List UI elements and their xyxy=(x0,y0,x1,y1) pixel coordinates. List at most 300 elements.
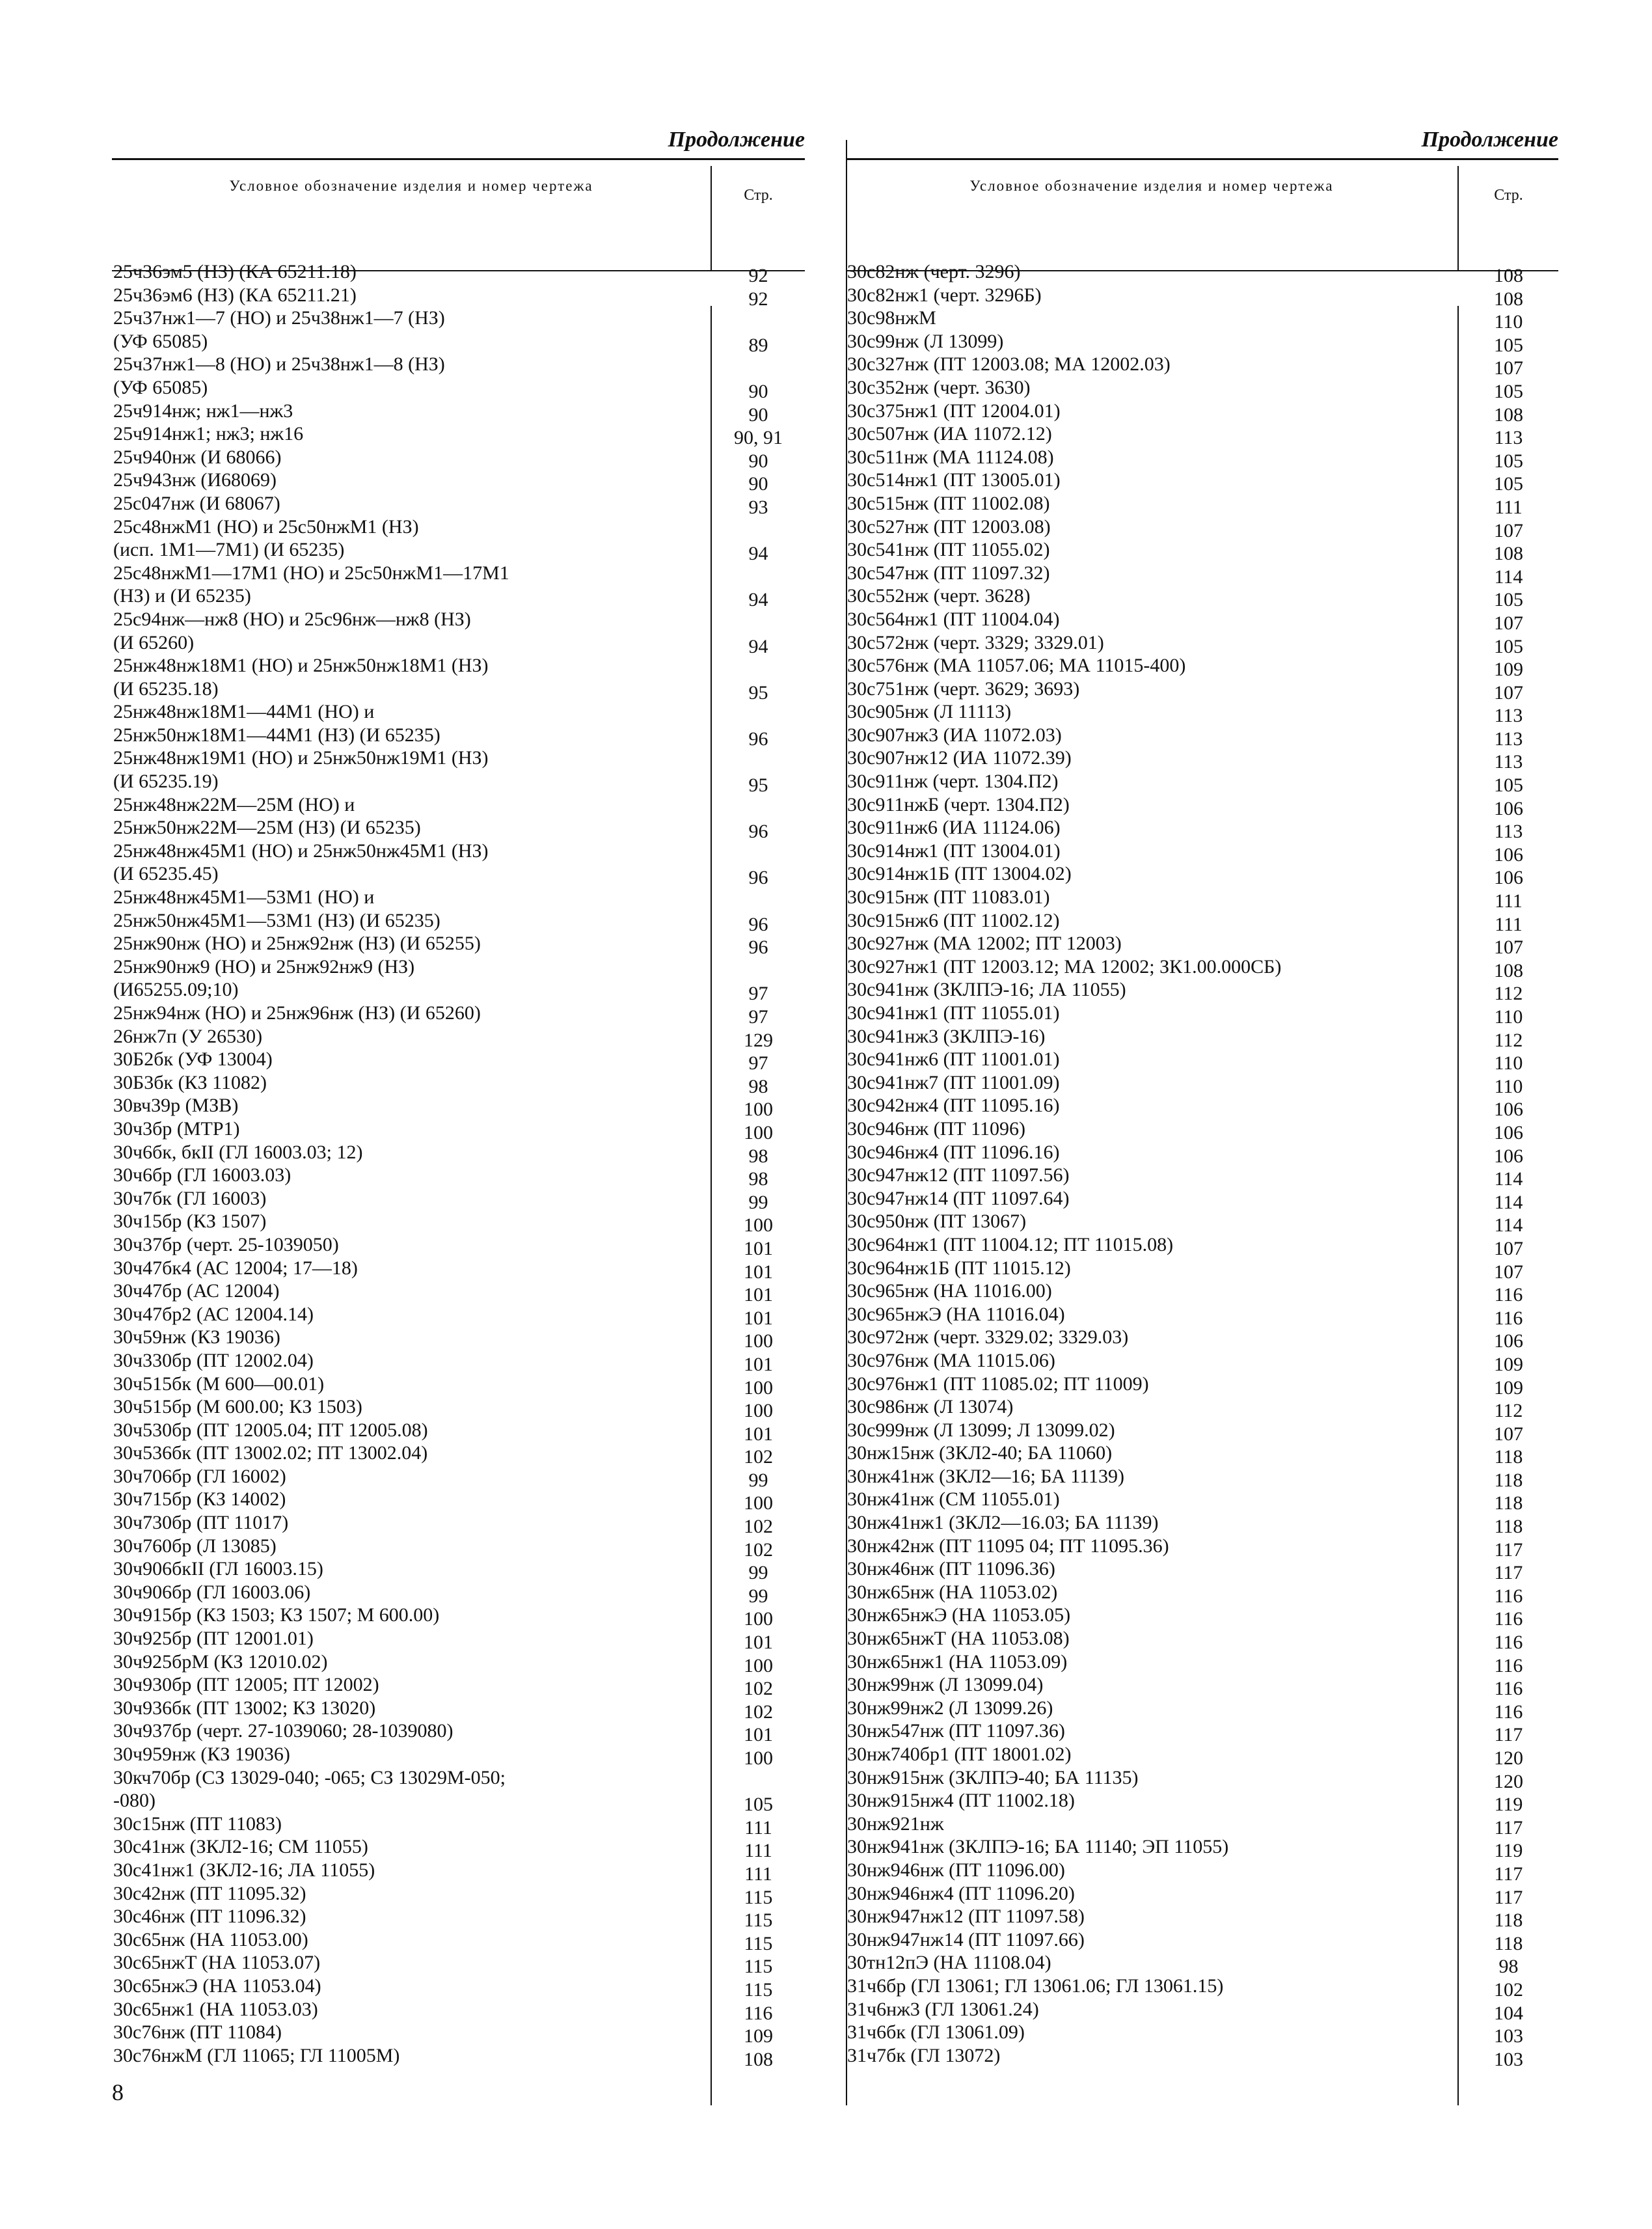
entry-page: 92 xyxy=(748,288,768,310)
index-entry xyxy=(846,400,1558,426)
entry-designation: 30нж15нж (ЗКЛ2-40; БА 11060) xyxy=(847,1442,1113,1464)
entry-page: 101 xyxy=(744,1423,773,1445)
index-entry xyxy=(846,353,1558,379)
entry-designation: 30с947нж12 (ПТ 11097.56) xyxy=(847,1164,1070,1186)
entry-page: 112 xyxy=(1494,1400,1523,1422)
entry-designation: 30ч330бр (ПТ 12002.04) xyxy=(113,1349,314,1371)
entry-designation: 25нж50нж18М1—44М1 (НЗ) (И 65235) xyxy=(113,724,440,746)
index-entry xyxy=(846,724,1558,750)
entry-designation: 30ч15бр (КЗ 1507) xyxy=(113,1210,267,1233)
entry-page: 114 xyxy=(1494,566,1523,588)
index-entry xyxy=(112,1002,805,1028)
entry-designation: 30с65нжТ (НА 11053.07) xyxy=(113,1952,321,1974)
index-entry xyxy=(846,1117,1558,1141)
entry-page: 110 xyxy=(1494,1075,1523,1097)
entry-page: 117 xyxy=(1494,1863,1523,1885)
entry-designation: 30с511нж (МА 11124.08) xyxy=(847,446,1054,468)
entry-page: 118 xyxy=(1494,1469,1523,1491)
index-entry xyxy=(112,724,805,750)
index-entry xyxy=(846,446,1558,472)
entry-designation: 25нж48нж45М1—53М1 (НО) и xyxy=(113,886,375,909)
entry-page: 90, 91 xyxy=(734,427,783,449)
entry-page: 109 xyxy=(1494,1376,1523,1399)
entry-designation: 30с941нж7 (ПТ 11001.09) xyxy=(847,1071,1060,1093)
entry-page: 116 xyxy=(1494,1284,1523,1306)
index-entry xyxy=(112,1488,805,1514)
entry-page: 98 xyxy=(748,1145,768,1167)
index-entry xyxy=(112,260,805,284)
entry-designation: 25нж48нж22М—25М (НО) и xyxy=(113,793,355,815)
entry-designation: 30ч930бр (ПТ 12005; ПТ 12002) xyxy=(113,1674,379,1696)
index-entry xyxy=(846,700,1558,727)
index-entry xyxy=(112,1951,805,1978)
index-entry xyxy=(846,1395,1558,1422)
entry-designation: 30с65нжЭ (НА 11053.04) xyxy=(113,1975,321,1997)
entry-designation: (И 65235.19) xyxy=(113,771,219,793)
entry-designation: 30нж915нж4 (ПТ 11002.18) xyxy=(847,1790,1075,1812)
entry-designation: 25ч940нж (И 68066) xyxy=(113,446,282,468)
entry-page: 90 xyxy=(748,380,768,402)
index-entry xyxy=(112,1210,805,1237)
index-entry xyxy=(846,584,1558,611)
index-entry xyxy=(112,1975,805,2001)
entry-page: 108 xyxy=(1494,543,1523,565)
entry-designation: 25ч37нж1—7 (НО) и 25ч38нж1—7 (НЗ) xyxy=(113,307,445,329)
index-entry xyxy=(112,909,805,933)
entry-designation: 30с42нж (ПТ 11095.32) xyxy=(113,1882,306,1904)
entry-designation: 31ч6бк (ГЛ 13061.09) xyxy=(847,2021,1025,2044)
entry-designation: 30с552нж (черт. 3628) xyxy=(847,585,1031,607)
entry-page: 102 xyxy=(1494,1978,1523,2001)
entry-designation: 30ч937бр (черт. 27-1039060; 28-1039080) xyxy=(113,1720,454,1742)
entry-page: 100 xyxy=(744,1330,773,1352)
entry-page: 98 xyxy=(748,1168,768,1190)
entry-designation: 30ч536бк (ПТ 13002.02; ПТ 13002.04) xyxy=(113,1442,428,1464)
entry-page: 107 xyxy=(1494,1261,1523,1283)
index-entry xyxy=(846,1511,1558,1538)
entry-designation: 30нж740бр1 (ПТ 18001.02) xyxy=(847,1744,1072,1765)
entry-designation: 30с907нж3 (ИА 11072.03) xyxy=(847,724,1062,746)
entry-designation: 30с911нж6 (ИА 11124.06) xyxy=(847,817,1061,839)
entry-page: 99 xyxy=(748,1191,768,1213)
entry-page: 100 xyxy=(744,1376,773,1399)
index-entry xyxy=(846,816,1558,843)
index-entry xyxy=(846,1164,1558,1190)
entry-page: 100 xyxy=(744,1492,773,1514)
entry-designation: 30с541нж (ПТ 11055.02) xyxy=(847,539,1050,561)
index-entry xyxy=(112,1905,805,1932)
entry-designation: 25с48нжМ1 (НО) и 25с50нжМ1 (НЗ) xyxy=(113,515,419,538)
entry-designation: 30ч59нж (КЗ 19036) xyxy=(113,1326,280,1348)
index-entry xyxy=(846,1094,1558,1121)
index-entry xyxy=(846,1025,1558,1051)
index-entry xyxy=(846,1303,1558,1329)
entry-designation: 30ч925брМ (КЗ 12010.02) xyxy=(113,1650,328,1673)
index-entry xyxy=(112,515,805,539)
entry-designation: 30ч936бк (ПТ 13002; КЗ 13020) xyxy=(113,1697,376,1719)
entry-page: 115 xyxy=(744,1886,773,1908)
index-entry xyxy=(112,608,805,631)
entry-page: 113 xyxy=(1494,751,1523,773)
entry-page: 105 xyxy=(1494,589,1523,611)
entry-page: 101 xyxy=(744,1237,773,1259)
entry-page: 106 xyxy=(1494,867,1523,889)
index-entry xyxy=(846,376,1558,400)
index-entry xyxy=(112,1094,805,1121)
index-entry xyxy=(112,2044,805,2068)
entry-designation: 30нж42нж (ПТ 11095 04; ПТ 11095.36) xyxy=(847,1535,1169,1557)
entry-designation: 30с76нж (ПТ 11084) xyxy=(113,2021,282,2044)
index-entry xyxy=(112,284,805,310)
index-entry xyxy=(846,1210,1558,1237)
entry-page: 96 xyxy=(748,937,768,959)
entry-designation: 30нж946нж (ПТ 11096.00) xyxy=(847,1859,1065,1881)
entry-page: 100 xyxy=(744,1400,773,1422)
index-entry xyxy=(112,700,805,724)
entry-designation: 25нж48нж18М1 (НО) и 25нж50нж18М1 (НЗ) xyxy=(113,655,489,677)
entry-designation: 30ч7бк (ГЛ 16003) xyxy=(113,1187,267,1209)
index-entry xyxy=(112,400,805,426)
entry-page: 96 xyxy=(748,913,768,935)
index-entry xyxy=(846,1835,1558,1862)
page-number: 8 xyxy=(112,2079,124,2105)
entry-page: 109 xyxy=(1494,1353,1523,1375)
index-entry xyxy=(846,1975,1558,2001)
entry-page: 105 xyxy=(1494,473,1523,495)
entry-page: 106 xyxy=(1494,1099,1523,1121)
entry-page: 101 xyxy=(744,1353,773,1375)
entry-designation: (НЗ) и (И 65235) xyxy=(113,585,251,607)
entry-designation: 30с927нж1 (ПТ 12003.12; МА 12002; ЗК1.00.000СБ) xyxy=(847,955,1282,978)
index-entry xyxy=(112,886,805,909)
entry-page: 111 xyxy=(744,1816,772,1839)
entry-page: 94 xyxy=(748,635,768,657)
entry-designation: 30с986нж (Л 13074) xyxy=(847,1396,1014,1418)
entry-designation: 30нж41нж (ЗКЛ2—16; БА 11139) xyxy=(847,1465,1125,1487)
entry-page: 97 xyxy=(748,1006,768,1028)
header-page: Стр. xyxy=(1494,187,1523,204)
entry-page: 103 xyxy=(1494,2025,1523,2047)
entry-page: 98 xyxy=(1498,1956,1519,1978)
entry-designation: 30с950нж (ПТ 13067) xyxy=(847,1210,1027,1233)
index-entry xyxy=(112,654,805,677)
entry-page: 96 xyxy=(748,821,768,843)
index-entry xyxy=(846,1697,1558,1723)
entry-page: 102 xyxy=(744,1516,773,1538)
index-entry xyxy=(846,1789,1558,1816)
index-entry xyxy=(846,1650,1558,1674)
entry-page: 107 xyxy=(1494,1423,1523,1445)
entry-designation: 30с964нж1 (ПТ 11004.12; ПТ 11015.08) xyxy=(847,1233,1174,1255)
index-entry xyxy=(112,1349,805,1373)
entry-page: 105 xyxy=(1494,774,1523,797)
entry-designation: 30с942нж4 (ПТ 11095.16) xyxy=(847,1095,1060,1117)
index-entry xyxy=(112,1535,805,1561)
index-entry xyxy=(112,1882,805,1906)
index-entry xyxy=(112,1650,805,1674)
entry-designation: 25нж90нж9 (НО) и 25нж92нж9 (НЗ) xyxy=(113,955,415,978)
entry-designation: 25нж94нж (НО) и 25нж96нж (НЗ) (И 65260) xyxy=(113,1002,481,1024)
entry-designation: 30нж41нж (СМ 11055.01) xyxy=(847,1488,1060,1511)
entry-designation: 30нж915нж (ЗКЛПЭ-40; БА 11135) xyxy=(847,1766,1139,1788)
index-entry xyxy=(112,584,805,611)
index-entry xyxy=(112,955,805,979)
right-column xyxy=(846,127,1558,2105)
entry-designation: 25ч943нж (И68069) xyxy=(113,469,277,491)
index-entry xyxy=(846,1882,1558,1906)
index-entry xyxy=(846,770,1558,797)
index-entry xyxy=(846,422,1558,449)
index-entry xyxy=(112,1697,805,1723)
index-entry xyxy=(846,307,1558,333)
entry-designation: 30с911нжБ (черт. 1304.П2) xyxy=(847,793,1070,815)
index-entry xyxy=(112,631,805,655)
index-entry xyxy=(846,1141,1558,1167)
entry-designation: (И 65235.18) xyxy=(113,677,219,700)
entry-designation: 30ч530бр (ПТ 12005.04; ПТ 12005.08) xyxy=(113,1419,428,1441)
entry-designation: 30с41нж1 (ЗКЛ2-16; ЛА 11055) xyxy=(113,1859,375,1881)
entry-page: 107 xyxy=(1494,681,1523,704)
entry-list xyxy=(112,260,805,2070)
index-entry xyxy=(112,492,805,518)
index-entry xyxy=(112,932,805,959)
entry-page: 113 xyxy=(1494,821,1523,843)
entry-designation: 30с946нж4 (ПТ 11096.16) xyxy=(847,1141,1060,1163)
index-entry xyxy=(112,793,805,817)
entry-page: 110 xyxy=(1494,311,1523,333)
entry-designation: 30с352нж (черт. 3630) xyxy=(847,376,1031,398)
index-entry xyxy=(846,1928,1558,1952)
entry-page: 111 xyxy=(1495,496,1523,518)
entry-page: 110 xyxy=(1494,1006,1523,1028)
header-divider xyxy=(1457,166,1459,270)
index-entry xyxy=(846,1279,1558,1306)
index-entry xyxy=(112,1627,805,1654)
entry-designation: 30ч515бр (М 600.00; КЗ 1503) xyxy=(113,1396,362,1418)
entry-page: 106 xyxy=(1494,1145,1523,1167)
index-entry xyxy=(112,816,805,843)
entry-designation: 30с751нж (черт. 3629; 3693) xyxy=(847,677,1080,700)
entry-page: 107 xyxy=(1494,519,1523,541)
entry-page: 108 xyxy=(1494,959,1523,981)
entry-designation: 30Б2бк (УФ 13004) xyxy=(113,1048,273,1071)
entry-designation: 30нж946нж4 (ПТ 11096.20) xyxy=(847,1882,1075,1904)
entry-designation: 31ч6бр (ГЛ 13061; ГЛ 13061.06; ГЛ 13061.15) xyxy=(847,1975,1224,1997)
index-entry xyxy=(112,978,805,1005)
entry-page: 108 xyxy=(744,2048,773,2070)
entry-page: 117 xyxy=(1494,1886,1523,1908)
entry-page: 116 xyxy=(1494,1654,1523,1676)
index-entry xyxy=(112,330,805,356)
continuation-label: Продолжение xyxy=(1421,128,1558,152)
entry-designation: 30с927нж (МА 12002; ПТ 12003) xyxy=(847,933,1122,955)
entry-page: 107 xyxy=(1494,357,1523,379)
index-entry xyxy=(112,840,805,863)
entry-page: 119 xyxy=(1494,1794,1523,1816)
entry-list xyxy=(846,260,1558,2070)
index-entry xyxy=(846,955,1558,979)
entry-page: 108 xyxy=(1494,265,1523,286)
index-entry xyxy=(112,1743,805,1769)
entry-designation: 30ч3бр (МТР1) xyxy=(113,1117,240,1140)
entry-designation: 30с914нж1Б (ПТ 13004.02) xyxy=(847,863,1072,885)
entry-designation: 30нж46нж (ПТ 11096.36) xyxy=(847,1558,1055,1580)
index-entry xyxy=(846,538,1558,565)
entry-page: 101 xyxy=(744,1284,773,1306)
entry-designation: 30ч715бр (КЗ 14002) xyxy=(113,1488,286,1511)
index-entry xyxy=(112,1117,805,1141)
entry-designation: 30нж921нж xyxy=(847,1812,944,1835)
entry-designation: 30ч37бр (черт. 25-1039050) xyxy=(113,1233,339,1255)
index-entry xyxy=(112,1557,805,1584)
index-entry xyxy=(112,1673,805,1700)
entry-page: 118 xyxy=(1494,1516,1523,1538)
index-entry xyxy=(846,1419,1558,1445)
index-entry xyxy=(112,2021,805,2047)
entry-page: 111 xyxy=(1495,890,1523,912)
index-entry xyxy=(846,469,1558,495)
entry-page: 119 xyxy=(1494,1840,1523,1862)
index-entry xyxy=(112,1025,805,1051)
entry-page: 101 xyxy=(744,1724,773,1746)
entry-page: 105 xyxy=(1494,635,1523,657)
index-entry xyxy=(112,376,805,400)
entry-designation: 25с047нж (И 68067) xyxy=(113,492,280,514)
entry-designation: 30нж941нж (ЗКЛПЭ-16; БА 11140; ЭП 11055) xyxy=(847,1836,1229,1858)
header-rule xyxy=(846,158,1558,160)
entry-designation: 30с375нж1 (ПТ 12004.01) xyxy=(847,400,1061,422)
index-entry xyxy=(112,1303,805,1329)
entry-page: 118 xyxy=(1494,1909,1523,1932)
index-entry xyxy=(112,1812,805,1839)
entry-designation: 30кч70бр (СЗ 13029-040; -065; СЗ 13029М-050; xyxy=(113,1766,506,1788)
entry-page: 95 xyxy=(748,774,768,797)
entry-page: 101 xyxy=(744,1632,773,1654)
entry-designation: 30ч906бр (ГЛ 16003.06) xyxy=(113,1581,311,1603)
index-entry xyxy=(846,1673,1558,1700)
index-entry xyxy=(846,1257,1558,1283)
entry-designation: 30с15нж (ПТ 11083) xyxy=(113,1812,282,1835)
entry-page: 120 xyxy=(1494,1770,1523,1792)
index-entry xyxy=(846,1349,1558,1373)
index-entry xyxy=(846,1187,1558,1213)
entry-page: 100 xyxy=(744,1608,773,1630)
index-entry xyxy=(846,1951,1558,1978)
index-entry xyxy=(112,1326,805,1352)
entry-page: 116 xyxy=(1494,1701,1523,1723)
index-entry xyxy=(112,1419,805,1445)
entry-designation: (И 65260) xyxy=(113,631,195,653)
entry-page: 112 xyxy=(1494,983,1523,1005)
entry-page: 109 xyxy=(744,2025,773,2047)
header-designation: Условное обозначение изделия и номер чертежа xyxy=(229,178,593,194)
entry-designation: 30с327нж (ПТ 12003.08; МА 12002.03) xyxy=(847,353,1171,376)
entry-designation: 30ч760бр (Л 13085) xyxy=(113,1535,277,1557)
entry-designation: 30с46нж (ПТ 11096.32) xyxy=(113,1906,306,1928)
entry-page: 100 xyxy=(744,1747,773,1769)
entry-page: 115 xyxy=(744,1909,773,1932)
index-entry xyxy=(846,284,1558,310)
entry-page: 120 xyxy=(1494,1747,1523,1769)
index-entry xyxy=(112,746,805,770)
index-entry xyxy=(846,562,1558,588)
entry-designation: 30ч706бр (ГЛ 16002) xyxy=(113,1465,286,1487)
entry-page: 129 xyxy=(744,1029,773,1051)
entry-designation: (УФ 65085) xyxy=(113,376,208,398)
index-entry xyxy=(846,1581,1558,1607)
entry-page: 115 xyxy=(744,1978,773,2001)
entry-page: 100 xyxy=(744,1121,773,1143)
index-entry xyxy=(846,492,1558,518)
entry-designation: 30с914нж1 (ПТ 13004.01) xyxy=(847,840,1061,862)
entry-page: 109 xyxy=(1494,659,1523,681)
entry-designation: 30с82нж (черт. 3296) xyxy=(847,261,1021,282)
entry-designation: -080) xyxy=(113,1790,156,1812)
index-entry xyxy=(846,1719,1558,1746)
entry-page: 103 xyxy=(1494,2048,1523,2070)
entry-designation: 25ч36эм6 (НЗ) (КА 65211.21) xyxy=(113,284,357,306)
entry-page: 114 xyxy=(1494,1168,1523,1190)
entry-designation: 30с527нж (ПТ 12003.08) xyxy=(847,515,1051,538)
index-entry xyxy=(112,1465,805,1491)
index-entry xyxy=(112,1835,805,1862)
entry-designation: 30с965нжЭ (НА 11016.04) xyxy=(847,1303,1065,1325)
entry-page: 116 xyxy=(1494,1632,1523,1654)
entry-designation: (И65255.09;10) xyxy=(113,979,239,1001)
entry-page: 101 xyxy=(744,1307,773,1329)
entry-designation: 30с564нж1 (ПТ 11004.04) xyxy=(847,608,1060,630)
index-entry xyxy=(846,1442,1558,1468)
entry-designation: 30с507нж (ИА 11072.12) xyxy=(847,423,1052,445)
entry-page: 96 xyxy=(748,867,768,889)
entry-page: 106 xyxy=(1494,1330,1523,1352)
entry-page: 93 xyxy=(748,496,768,518)
index-entry xyxy=(112,1928,805,1952)
entry-designation: 25нж48нж45М1 (НО) и 25нж50нж45М1 (НЗ) xyxy=(113,840,489,862)
entry-designation: 30с65нж (НА 11053.00) xyxy=(113,1928,308,1950)
entry-designation: 31ч6нж3 (ГЛ 13061.24) xyxy=(847,1998,1039,2020)
index-entry xyxy=(846,746,1558,773)
entry-page: 102 xyxy=(744,1446,773,1468)
entry-designation: 30ч915бр (КЗ 1503; КЗ 1507; М 600.00) xyxy=(113,1604,440,1626)
index-entry xyxy=(846,1326,1558,1352)
entry-page: 95 xyxy=(748,681,768,704)
entry-page: 117 xyxy=(1494,1724,1523,1746)
entry-page: 107 xyxy=(1494,937,1523,959)
entry-designation: 30нж947нж12 (ПТ 11097.58) xyxy=(847,1906,1085,1928)
entry-page: 94 xyxy=(748,589,768,611)
entry-designation: 31ч7бк (ГЛ 13072) xyxy=(847,2044,1001,2066)
index-entry xyxy=(846,909,1558,933)
entry-page: 113 xyxy=(1494,728,1523,750)
continuation-label: Продолжение xyxy=(668,128,805,152)
index-entry xyxy=(846,330,1558,356)
entry-designation: 25нж90нж (НО) и 25нж92нж (НЗ) (И 65255) xyxy=(113,933,481,955)
index-entry xyxy=(846,1071,1558,1095)
entry-page: 105 xyxy=(1494,334,1523,356)
index-entry xyxy=(846,1557,1558,1584)
index-entry xyxy=(846,840,1558,866)
index-entry xyxy=(112,1279,805,1306)
entry-page: 111 xyxy=(1495,913,1523,935)
entry-designation: 30ч47бр (АС 12004) xyxy=(113,1280,280,1302)
entry-designation: (исп. 1М1—7М1) (И 65235) xyxy=(113,539,345,561)
entry-page: 118 xyxy=(1494,1446,1523,1468)
entry-page: 97 xyxy=(748,983,768,1005)
entry-page: 102 xyxy=(744,1678,773,1700)
entry-page: 117 xyxy=(1494,1538,1523,1561)
entry-designation: 30с514нж1 (ПТ 13005.01) xyxy=(847,469,1061,491)
